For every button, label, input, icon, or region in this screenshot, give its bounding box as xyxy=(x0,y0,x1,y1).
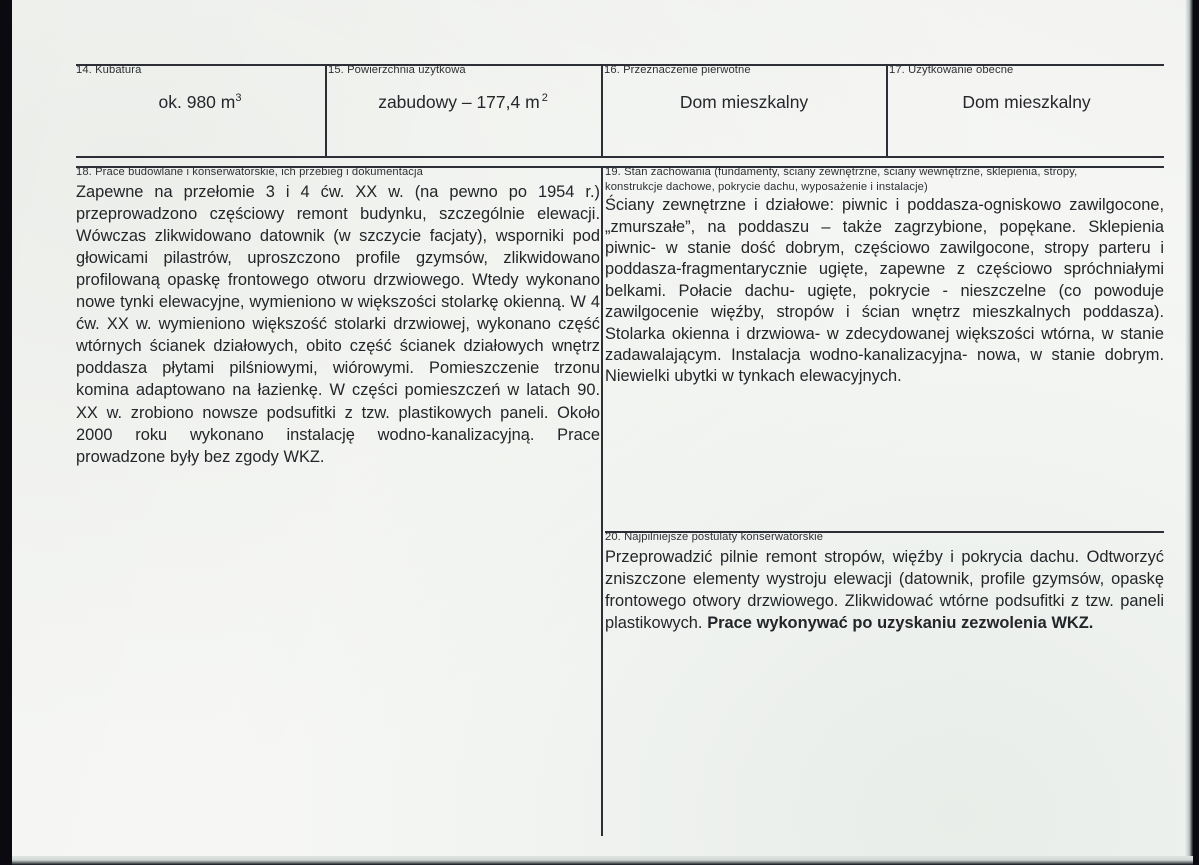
field-15-value xyxy=(328,92,598,113)
field-19-stan-zachowania xyxy=(605,166,1164,521)
field-14-value xyxy=(76,92,324,113)
rule-divider-16-17 xyxy=(886,64,888,157)
field-19-header-line-2: konstrukcje dachowe, pokrycie dachu, wyposażenie i instalacje) xyxy=(605,180,928,193)
field-14-value-text: ok. 980 m xyxy=(158,91,236,112)
rule-divider-14-15 xyxy=(325,64,327,157)
field-20-body-emphasis: Prace wykonywać po uzyskaniu zezwolenia WKZ. xyxy=(707,613,1094,632)
paper-bottom-edge-shadow xyxy=(12,856,1193,865)
rule-divider-18-19 xyxy=(601,166,603,836)
field-20-body-plain: Przeprowadzić pilnie remont stropów, więźby i pokrycia dachu. Odtworzyć zniszczone elementy wystroju elewacji (datownik, profile gzymsów, opaskę frontowego otwory drzwiowego. Zlikwidować wtórne podsufitki z tzw. paneli plastikowych. xyxy=(605,547,1164,632)
rule-bottom-row14-17 xyxy=(76,156,1164,158)
field-17-value: Dom mieszkalny xyxy=(962,91,1091,112)
field-15-value-text: zabudowy – 177,4 m xyxy=(378,91,540,112)
field-20-header: 20. Najpilniejsze postulaty konserwatorskie xyxy=(605,531,824,543)
heritage-record-form-table xyxy=(12,0,1193,860)
field-16-przeznaczenie-pierwotne xyxy=(604,64,884,156)
field-18-body: Zapewne na przełomie 3 i 4 ćw. XX w. (na pewno po 1954 r.) przeprowadzono częściowy remont budynku, szczególnie elewacji. Wówczas zlikwidowano datownik (w szczycie facjaty), wsporniki pod głowicami pilastrów, uproszczono profile gzymsów, zlikwidowano profilowaną opaskę frontowego otworu drzwiowego. Wtedy wykonano nowe tynki elewacyjne, wymieniono w większości stolarkę okienną. W 4 ćw. XX w. wymieniono większość stolarki drzwiowej, wykonano część wtórnych ścianek działowych, obito część ścianek działowych wnętrz poddasza płytami pilśniowymi, wiórowymi. Pomieszczenie trzonu komina adaptowano na łazienkę. W części pomieszczeń w latach 90. XX w. zrobiono nowsze podsufitki z tzw. plastikowych paneli. Około 2000 roku wykonano instalację wodno-kanalizacyjną. Prace prowadzone były bez zgody WKZ. xyxy=(76,182,600,466)
field-20-postulaty-konserwatorskie xyxy=(605,531,1164,826)
field-16-header: 16. Przeznaczenie pierwotne xyxy=(604,64,751,76)
rule-divider-15-16 xyxy=(601,64,603,157)
field-17-header: 17. Użytkowanie obecne xyxy=(889,64,1014,76)
field-19-body: Ściany zewnętrzne i działowe: piwnic i poddasza-ogniskowo zawilgocone, „zmurszałe”, na poddaszu – także zagrzybione, popękane. Sklepienia piwnic- w stanie dość dobrym, częściowo zawilgocone, stropy parteru i poddasza-fragmentarycznie ugięte, zapewne z częściowo spróchniałymi belkami. Połacie dachu- ugięte, pokrycie - nieszczelne (co powoduje zawilgocenie więźby, stropów i ścian wnętrz mieszkalnych poddasza). Stolarka okienna i drzwiowa- w zdecydowanej większości wtórna, w stanie zadawalającym. Instalacja wodno-kanalizacyjna- nowa, w stanie dobrym. Niewielki ubytki w tynkach elewacyjnych. xyxy=(605,196,1164,386)
document-paper-sheet xyxy=(12,0,1193,860)
field-15-powierzchnia-uzytkowa xyxy=(328,64,598,156)
paper-right-edge-shadow xyxy=(1185,0,1193,861)
field-19-header-line-1: 19. Stan zachowania (fundamenty, ściany zewnętrzne, ściany wewnętrzne, sklepienia, stropy, xyxy=(605,166,1078,178)
field-17-uzytkowanie-obecne xyxy=(889,64,1164,156)
field-16-value: Dom mieszkalny xyxy=(679,91,809,112)
field-18-header: 18. Prace budowlane i konserwatorskie, ich przebieg i dokumentacja xyxy=(76,166,423,178)
field-15-header: 15. Powierzchnia użytkowa xyxy=(328,64,466,76)
field-18-prace-budowlane xyxy=(76,166,600,826)
field-14-kubatura xyxy=(76,64,324,156)
field-14-value-superscript: 3 xyxy=(235,91,242,104)
field-20-body xyxy=(605,546,1164,634)
field-14-header: 14. Kubatura xyxy=(76,64,142,76)
field-15-value-superscript: 2 xyxy=(541,91,548,104)
